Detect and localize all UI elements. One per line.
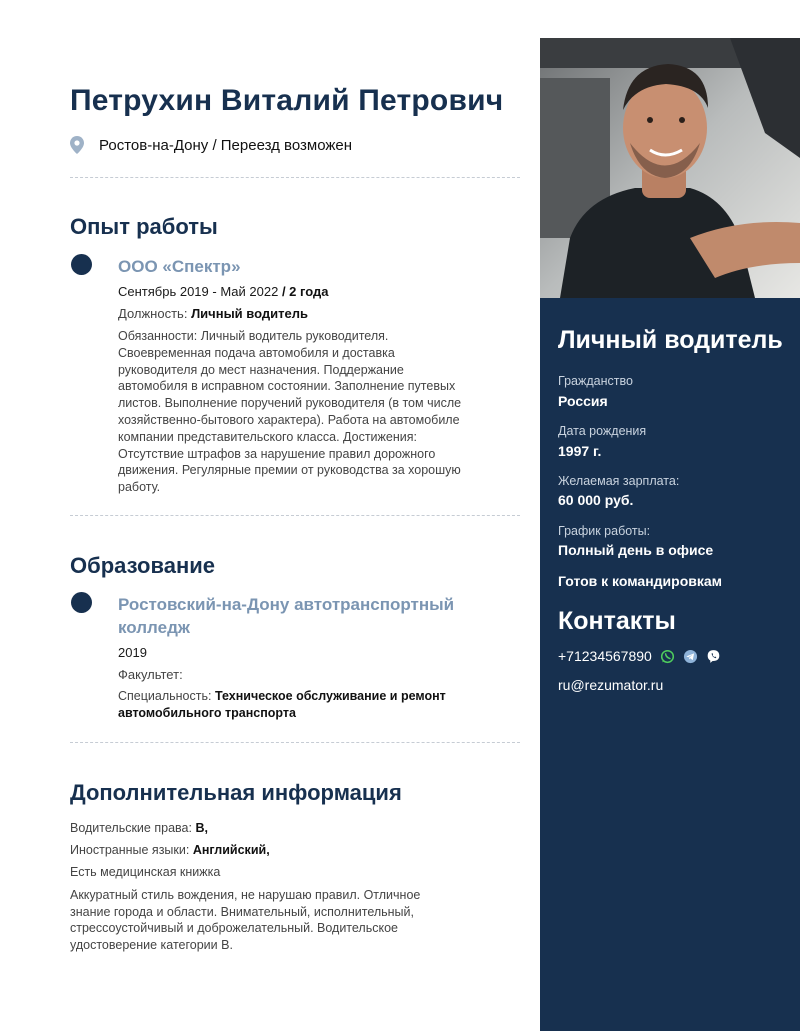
schedule-value: Полный день в офисе [558,542,714,558]
languages-value: Английский [192,843,267,857]
divider [70,515,520,516]
email-address[interactable]: ru@rezumator.ru [558,677,664,693]
license-value: B [195,821,205,835]
experience-description: Обязанности: Личный водитель руководителя. Своевременная подача автомобиля и доставка руководителя до мест назначения. Поддержание автомобиля в исправном состоянии. Заполнение путевых листов. Выполнение поручений руководителя (в том числе хозяйственно-бытового характера). Работа на автомобиле компании представительского класса. Достижения: Отсутствие штрафов за нарушение правил дорожного движения. Регулярные премии от руководства за хорошую работу. [118,329,462,495]
medical-book: Есть медицинская книжка [70,865,221,879]
license-label: Водительские права: [70,821,192,835]
location-pin-icon [70,136,84,154]
position-row [118,306,308,321]
whatsapp-icon[interactable] [660,649,675,664]
specialty-row [118,688,478,722]
position-label: Должность: [118,306,188,321]
birth-label: Дата рождения [558,424,647,438]
period-separator: / [278,284,290,299]
phone-number[interactable]: +71234567890 [558,648,652,664]
travel-readiness: Готов к командировкам [558,573,723,589]
education-year: 2019 [118,645,147,660]
period-dates: Сентябрь 2019 - Май 2022 [118,284,279,299]
specialty-label: Специальность: [118,689,212,703]
phone-row [558,648,729,664]
birth-value: 1997 г. [558,443,602,459]
education-bullet [71,592,92,613]
work-period [118,284,329,299]
faculty-label: Факультет: [118,667,183,682]
salary-value: 60 000 руб. [558,492,634,508]
location-text: Ростов-на-Дону / Переезд возможен [99,136,353,154]
citizenship-label: Гражданство [558,374,633,388]
viber-icon[interactable] [706,649,721,664]
location-row [70,136,352,154]
institution-name: Ростовский-на-Дону автотранспортный колледж [118,595,455,637]
candidate-name: Петрухин Виталий Петрович [70,84,504,117]
license-suffix: , [204,821,208,835]
languages-row [70,843,270,857]
specialty-value: Техническое обслуживание и ремонт автомобильного транспорта [118,689,446,720]
license-row [70,821,208,835]
additional-title: Дополнительная информация [70,780,402,805]
divider [70,742,520,743]
period-duration: 2 года [289,284,329,299]
languages-label: Иностранные языки: [70,843,190,857]
sidebar-position-title: Личный водитель [558,326,783,354]
telegram-icon[interactable] [683,649,698,664]
faculty-row [118,667,183,682]
position-value: Личный водитель [191,306,308,321]
experience-title: Опыт работы [70,214,218,239]
salary-label: Желаемая зарплата: [558,474,680,488]
citizenship-value: Россия [558,393,608,409]
languages-suffix: , [266,843,270,857]
schedule-label: График работы: [558,524,651,538]
education-title: Образование [70,553,215,578]
profile-photo [540,38,800,298]
about-text: Аккуратный стиль вождения, не нарушаю правил. Отличное знание города и области. Внимательный, исполнительный, стрессоустойчивый и доброжелательный. Водительское удостоверение категории B. [70,888,421,952]
contacts-title: Контакты [558,607,676,635]
company-name: ООО «Спектр» [118,257,241,276]
experience-bullet [71,254,92,275]
divider [70,177,520,178]
